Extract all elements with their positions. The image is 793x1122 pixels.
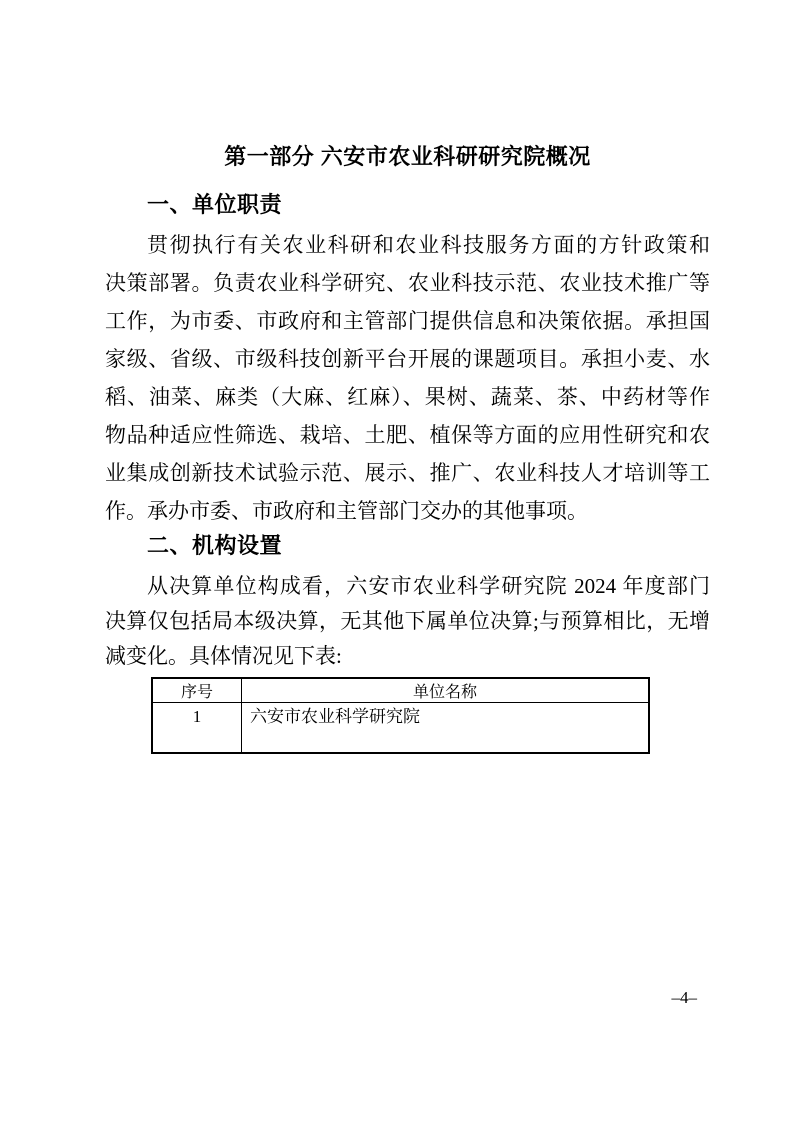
org-units-table	[151, 677, 650, 754]
table-header-row	[152, 678, 649, 703]
section-2-heading: 二、机构设置	[147, 533, 283, 558]
paragraph-line: 决算仅包括局本级决算，无其他下属单位决算;与预算相比，无增	[105, 609, 710, 633]
paragraph-line: 减变化。具体情况见下表:	[105, 644, 342, 668]
paragraph-line: 决策部署。负责农业科学研究、农业科技示范、农业技术推广等	[105, 271, 710, 295]
paragraph-line: 家级、省级、市级科技创新平台开展的课题项目。承担小麦、水	[105, 347, 710, 371]
table-header-index: 序号	[152, 678, 242, 703]
paragraph-line: 贯彻执行有关农业科研和农业科技服务方面的方针政策和	[147, 233, 710, 257]
paragraph-line: 稻、油菜、麻类（大麻、红麻）、果树、蔬菜、茶、中药材等作	[105, 385, 710, 409]
paragraph-line: 物品种适应性筛选、栽培、土肥、植保等方面的应用性研究和农	[105, 423, 710, 447]
paragraph-line: 作。承办市委、市政府和主管部门交办的其他事项。	[105, 499, 588, 523]
paragraph-line: 工作，为市委、市政府和主管部门提供信息和决策依据。承担国	[105, 309, 710, 333]
section-2-paragraph	[105, 569, 710, 674]
section-1-heading: 一、单位职责	[147, 192, 283, 217]
section-1-paragraph	[105, 226, 710, 530]
table-cell-unit-name: 六安市农业科学研究院	[242, 703, 650, 754]
table-row	[152, 703, 649, 754]
page-number: –4–	[671, 988, 697, 1007]
paragraph-line: 从决算单位构成看，六安市农业科学研究院 2024 年度部门	[147, 574, 710, 598]
table-header-unit-name: 单位名称	[242, 678, 650, 703]
table-cell-index: 1	[152, 703, 242, 754]
document-title: 第一部分 六安市农业科研研究院概况	[224, 144, 591, 169]
paragraph-line: 业集成创新技术试验示范、展示、推广、农业科技人才培训等工	[105, 461, 710, 485]
